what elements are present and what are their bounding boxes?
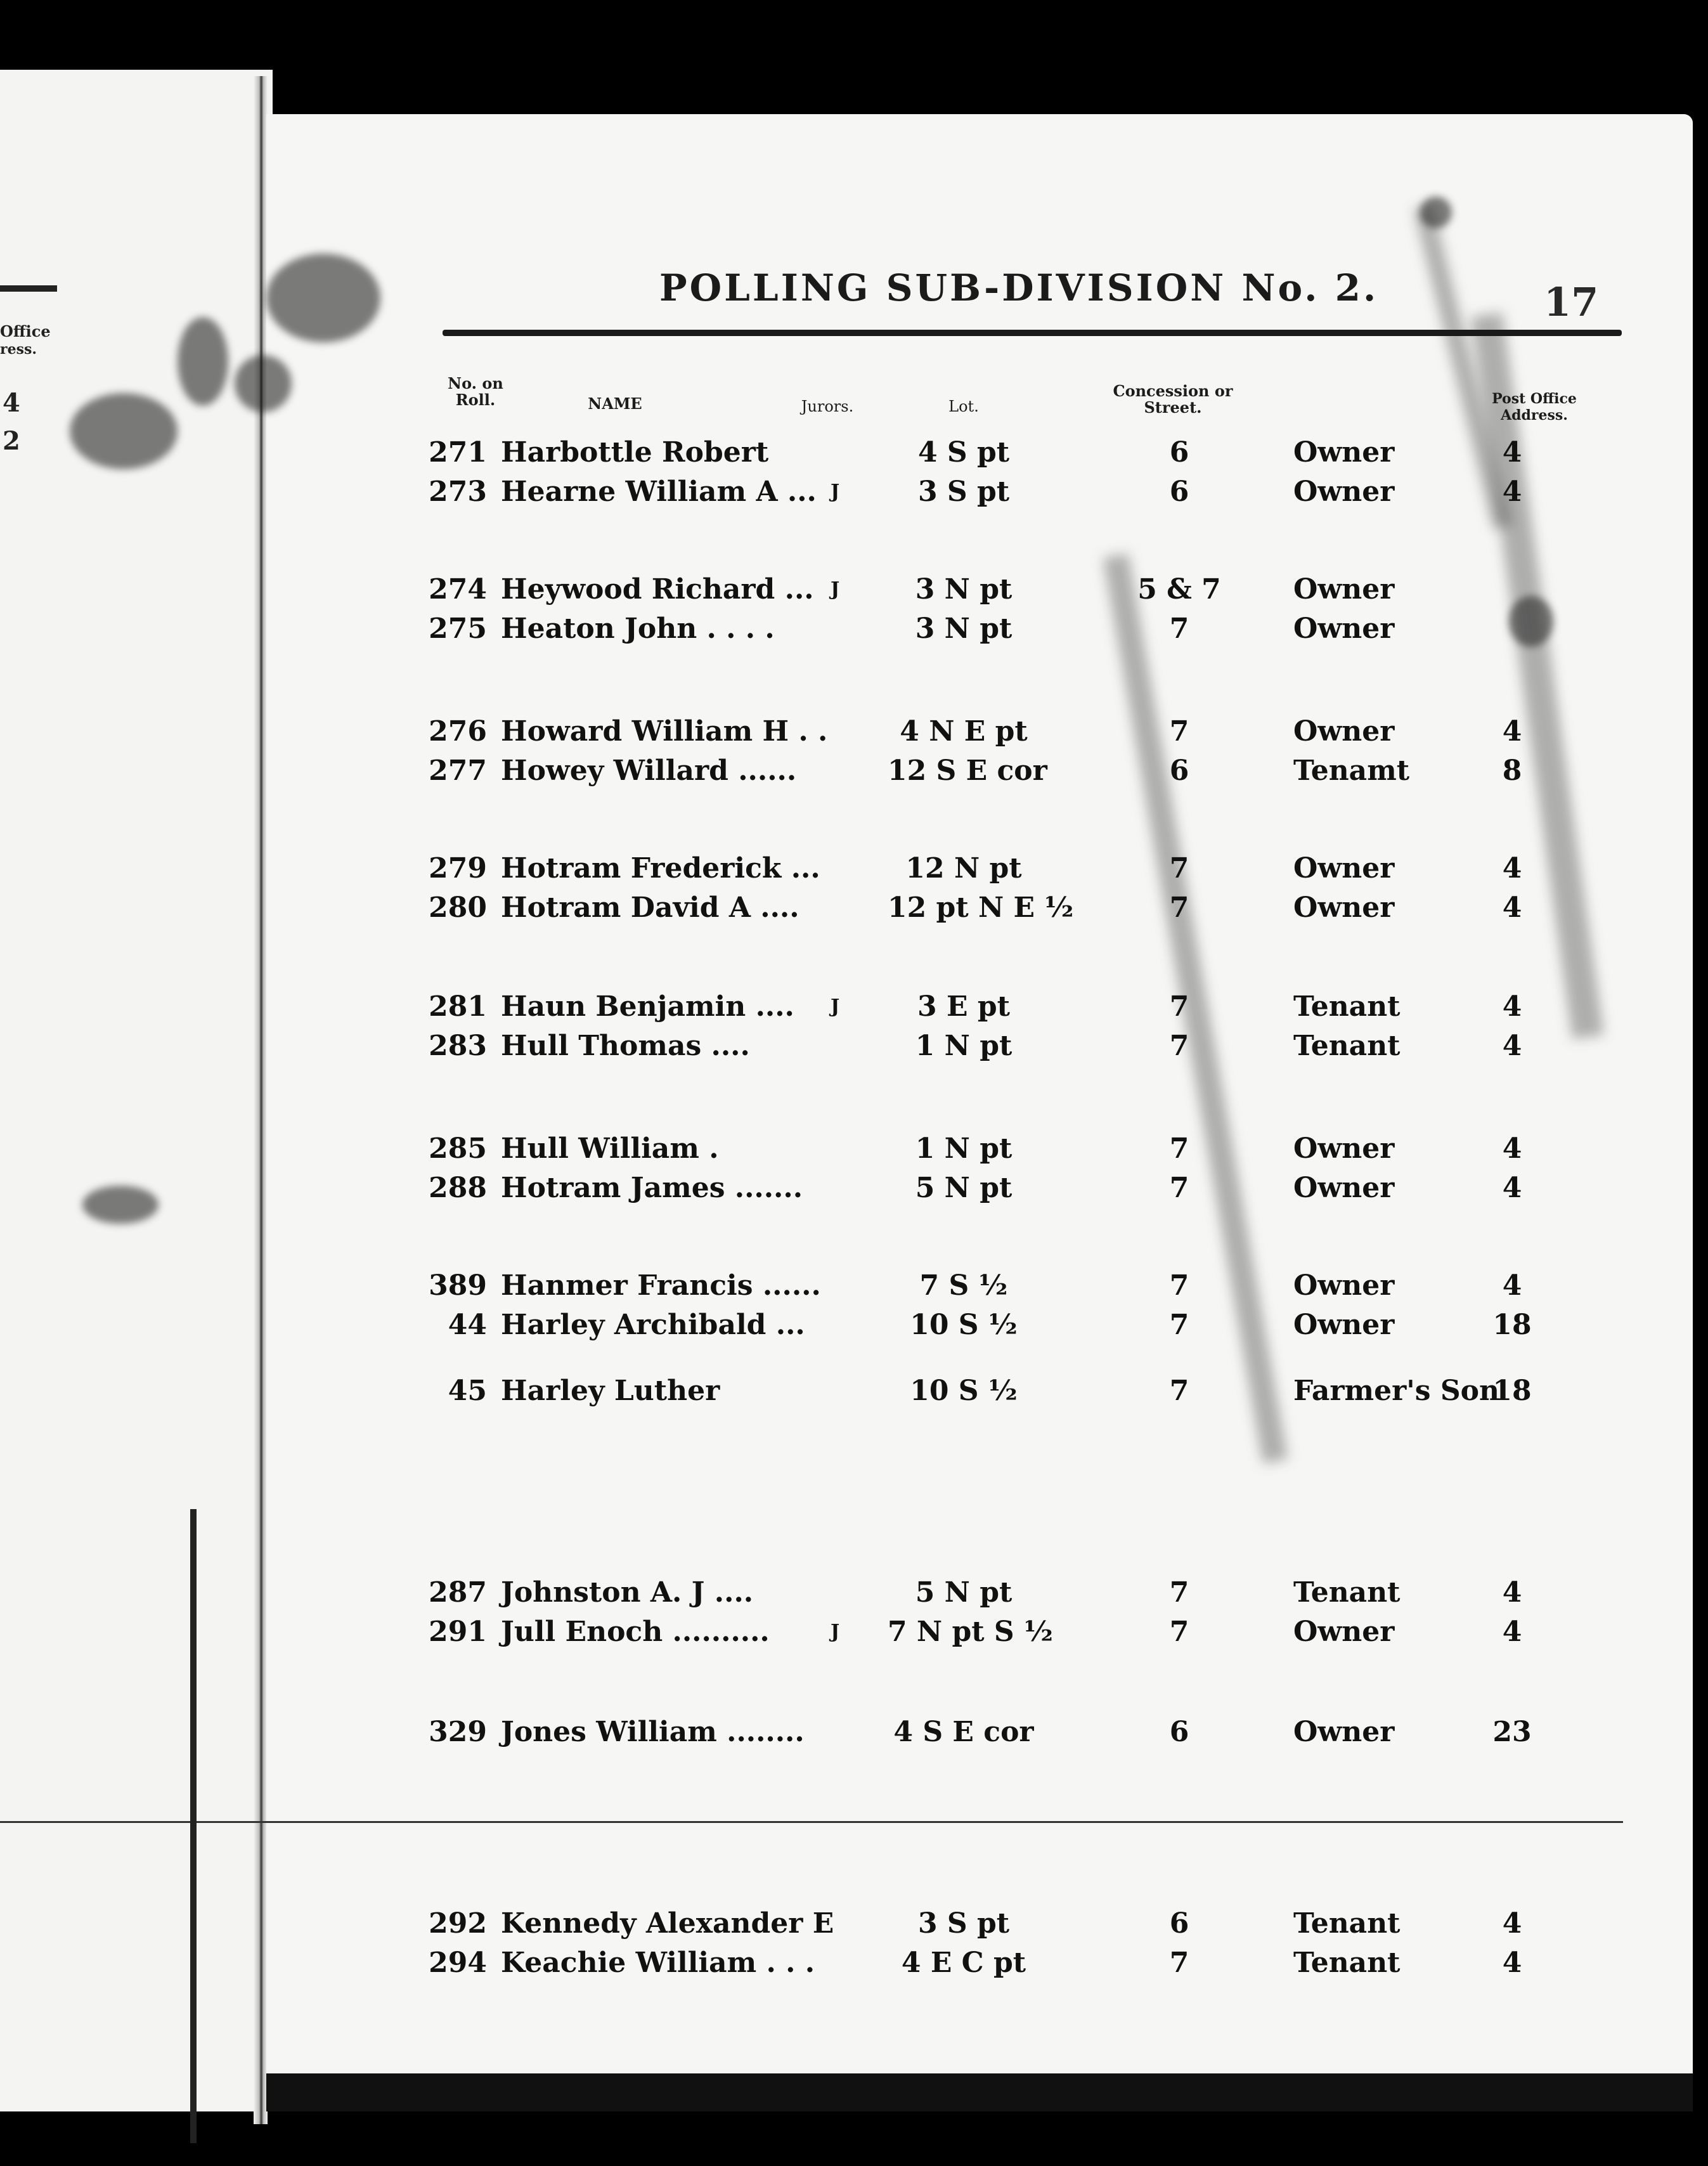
status: Farmer's Son (1293, 1375, 1499, 1407)
concession: 7 (1169, 1947, 1189, 1979)
concession: 7 (1169, 1132, 1189, 1165)
post-office: 23 (1492, 1716, 1532, 1748)
post-office: 4 (1502, 1030, 1522, 1062)
voter-name: Harley Luther (501, 1375, 720, 1407)
ink-stain (266, 254, 380, 342)
ink-stain (235, 355, 292, 412)
roll-number: 281 (429, 990, 487, 1023)
roll-number: 274 (429, 573, 487, 606)
lot: 12 N pt (905, 852, 1022, 885)
concession: 7 (1169, 1375, 1189, 1407)
left-page-rule (0, 285, 57, 292)
voter-name: Keachie William . . . (501, 1947, 815, 1979)
lot: 10 S ½ (910, 1309, 1018, 1341)
concession: 5 & 7 (1137, 573, 1221, 606)
status: Owner (1293, 715, 1395, 748)
status: Owner (1293, 1269, 1395, 1302)
post-office: 18 (1492, 1375, 1532, 1407)
voter-name: Hull Thomas .... (501, 1030, 750, 1062)
lot: 4 S E cor (893, 1716, 1034, 1748)
left-address-label: ress. (0, 341, 37, 358)
roll-number: 276 (429, 715, 487, 748)
table-row (0, 609, 1708, 649)
left-value-2: 2 (3, 426, 20, 456)
status: Owner (1293, 436, 1395, 469)
post-office: 4 (1502, 436, 1522, 469)
left-office-label: Office (0, 322, 51, 340)
lot: 12 S E cor (888, 755, 1047, 787)
post-office: 4 (1502, 1172, 1522, 1204)
table-row (0, 472, 1708, 512)
status: Owner (1293, 1132, 1395, 1165)
post-office: 18 (1492, 1309, 1532, 1341)
voter-name: Jones William ........ (501, 1716, 805, 1748)
status: Owner (1293, 1172, 1395, 1204)
lot: 4 N E pt (900, 715, 1028, 748)
concession: 6 (1169, 436, 1189, 469)
lot: 4 S pt (917, 436, 1010, 469)
lot: 1 N pt (915, 1030, 1013, 1062)
status: Tenant (1293, 990, 1401, 1023)
voter-name: Hotram James ....... (501, 1172, 803, 1204)
voter-name: Harbottle Robert (501, 436, 769, 469)
voter-name: Hull William . (501, 1132, 719, 1165)
voter-name: Hearne William A ... (501, 476, 817, 508)
table-row (0, 1712, 1708, 1753)
lot: 5 N pt (915, 1576, 1013, 1609)
roll-number: 273 (429, 476, 487, 508)
status: Owner (1293, 892, 1395, 924)
status: Tenant (1293, 1907, 1401, 1940)
roll-number: 277 (429, 755, 487, 787)
status: Owner (1293, 852, 1395, 885)
roll-number: 389 (429, 1269, 487, 1302)
concession: 7 (1169, 1269, 1189, 1302)
concession: 7 (1169, 990, 1189, 1023)
voter-name: Jull Enoch .......... (501, 1616, 770, 1648)
status: Owner (1293, 1309, 1395, 1341)
voter-name: Kennedy Alexander E (501, 1907, 834, 1940)
left-page-fragment (0, 70, 273, 2111)
roll-number: 291 (429, 1616, 487, 1648)
post-office: 4 (1502, 1269, 1522, 1302)
post-office: 4 (1502, 1907, 1522, 1940)
roll-number: 283 (429, 1030, 487, 1062)
concession: 7 (1169, 1576, 1189, 1609)
concession: 7 (1169, 1616, 1189, 1648)
margin-rule (190, 1509, 197, 2143)
roll-number: 271 (429, 436, 487, 469)
status: Owner (1293, 1716, 1395, 1748)
voter-name: Hotram Frederick ... (501, 852, 820, 885)
table-row (0, 1612, 1708, 1652)
left-value-1: 4 (3, 388, 20, 418)
status: Owner (1293, 476, 1395, 508)
lot: 4 E C pt (901, 1947, 1026, 1979)
column-header-lot: Lot. (948, 398, 979, 415)
roll-number: 287 (429, 1576, 487, 1609)
roll-number: 275 (429, 613, 487, 645)
voter-name: Heywood Richard ... (501, 573, 814, 606)
voter-name: Heaton John . . . . (501, 613, 775, 645)
roll-number: 329 (429, 1716, 487, 1748)
table-row (0, 1266, 1708, 1306)
table-row (0, 987, 1708, 1027)
post-office: 4 (1502, 852, 1522, 885)
voter-name: Howey Willard ...... (501, 755, 797, 787)
roll-number: 294 (429, 1947, 487, 1979)
post-office: 4 (1502, 1616, 1522, 1648)
voter-name: Hotram David A .... (501, 892, 799, 924)
concession: 7 (1169, 1309, 1189, 1341)
concession: 7 (1169, 1030, 1189, 1062)
table-row (0, 432, 1708, 473)
post-office: 4 (1502, 476, 1522, 508)
lot: 3 N pt (915, 573, 1013, 606)
voter-name: Howard William H . . (501, 715, 828, 748)
lot: 7 N pt S ½ (888, 1616, 1053, 1648)
lot: 1 N pt (915, 1132, 1013, 1165)
concession: 6 (1169, 755, 1189, 787)
juror-mark: J (831, 481, 840, 503)
table-row (0, 711, 1708, 752)
post-office: 4 (1502, 990, 1522, 1023)
status: Owner (1293, 613, 1395, 645)
lot: 10 S ½ (910, 1375, 1018, 1407)
status: Owner (1293, 573, 1395, 606)
table-row (0, 569, 1708, 610)
voter-name: Johnston A. J .... (501, 1576, 754, 1609)
roll-number: 288 (429, 1172, 487, 1204)
table-row (0, 1305, 1708, 1346)
table-row (0, 1129, 1708, 1169)
concession: 6 (1169, 1907, 1189, 1940)
lot: 7 S ½ (919, 1269, 1008, 1302)
roll-number: 280 (429, 892, 487, 924)
post-office: 8 (1502, 755, 1522, 787)
post-office: 4 (1502, 1576, 1522, 1609)
ink-stain (178, 317, 228, 406)
column-header-name: NAME (588, 394, 642, 413)
post-office: 4 (1502, 1947, 1522, 1979)
juror-mark: J (831, 578, 840, 600)
voter-name: Harley Archibald ... (501, 1309, 805, 1341)
status: Tenant (1293, 1030, 1401, 1062)
roll-number: 44 (448, 1309, 487, 1341)
lot: 3 S pt (917, 1907, 1010, 1940)
concession: 7 (1169, 613, 1189, 645)
table-row (0, 751, 1708, 791)
table-row (0, 848, 1708, 889)
status: Tenamt (1293, 755, 1410, 787)
juror-mark: J (831, 995, 840, 1018)
status: Tenant (1293, 1947, 1401, 1979)
voter-name: Hanmer Francis ...... (501, 1269, 821, 1302)
table-row (0, 1371, 1708, 1411)
lot: 12 pt N E ½ (888, 892, 1074, 924)
concession: 7 (1169, 852, 1189, 885)
table-row (0, 1573, 1708, 1613)
status: Tenant (1293, 1576, 1401, 1609)
post-office: 4 (1502, 892, 1522, 924)
voter-name: Haun Benjamin .... (501, 990, 794, 1023)
table-row (0, 1943, 1708, 1983)
column-header-post-office: Post Office Address. (1492, 391, 1577, 424)
concession: 6 (1169, 1716, 1189, 1748)
page-number: 17 (1544, 279, 1599, 325)
lot: 5 N pt (915, 1172, 1013, 1204)
table-row (0, 1168, 1708, 1209)
concession: 7 (1169, 715, 1189, 748)
post-office: 4 (1502, 1132, 1522, 1165)
table-row (0, 888, 1708, 928)
table-row (0, 1903, 1708, 1944)
roll-number: 45 (448, 1375, 487, 1407)
lot: 3 N pt (915, 613, 1013, 645)
header-rule (443, 330, 1622, 336)
status: Owner (1293, 1616, 1395, 1648)
lot: 3 E pt (917, 990, 1010, 1023)
roll-number: 285 (429, 1132, 487, 1165)
column-header-roll: No. on Roll. (448, 374, 503, 409)
roll-number: 292 (429, 1907, 487, 1940)
concession: 7 (1169, 1172, 1189, 1204)
section-divider (0, 1821, 1623, 1823)
table-row (0, 1026, 1708, 1067)
lot: 3 S pt (917, 476, 1010, 508)
juror-mark: J (831, 1621, 840, 1643)
column-header-concession: Concession or Street. (1113, 382, 1233, 417)
column-header-jurors: Jurors. (801, 398, 854, 415)
concession: 7 (1169, 892, 1189, 924)
page-title: POLLING SUB-DIVISION No. 2. (659, 266, 1379, 309)
post-office: 4 (1502, 715, 1522, 748)
roll-number: 279 (429, 852, 487, 885)
concession: 6 (1169, 476, 1189, 508)
